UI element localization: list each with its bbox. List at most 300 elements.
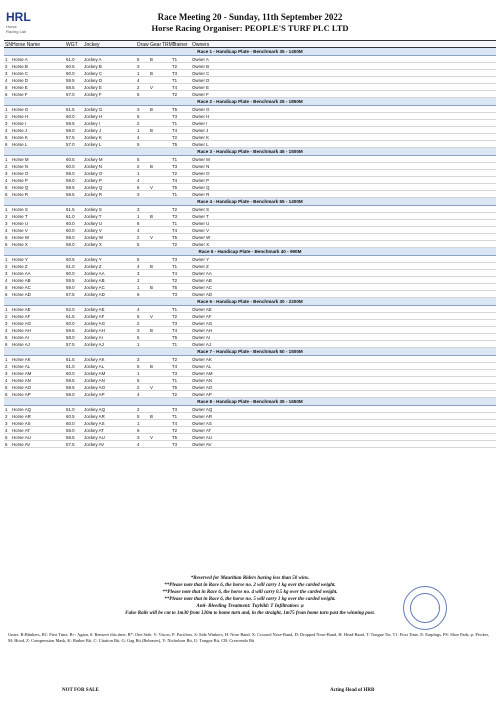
runner-horse: Horse U bbox=[12, 221, 29, 226]
runner-jockey: Jockey Q bbox=[84, 185, 103, 190]
runner-row bbox=[4, 206, 496, 213]
runner-draw: 5 bbox=[137, 242, 140, 247]
runner-sn: 6 bbox=[5, 242, 8, 247]
runner-draw: 2 bbox=[137, 121, 140, 126]
runner-jockey: Jockey L bbox=[84, 142, 102, 147]
runner-owners: Owner A bbox=[192, 57, 209, 62]
runner-owners: Owner AK bbox=[192, 357, 212, 362]
runner-sn: 4 bbox=[5, 428, 8, 433]
runner-draw: 5 bbox=[137, 414, 140, 419]
runner-owners: Owner I bbox=[192, 121, 208, 126]
runner-sn: 2 bbox=[5, 64, 8, 69]
runner-horse: Horse AK bbox=[12, 357, 31, 362]
runner-draw: 5 bbox=[137, 57, 140, 62]
runner-sn: 1 bbox=[5, 407, 8, 412]
runner-wgt: 58.0 bbox=[66, 392, 75, 397]
runner-draw: 2 bbox=[137, 278, 140, 283]
runner-row bbox=[4, 406, 496, 413]
race-header: Race 8 - Handicap Plate - Benchmark 35 - 1650M bbox=[4, 398, 496, 406]
runner-horse: Horse AF bbox=[12, 314, 31, 319]
runner-owners: Owner W bbox=[192, 235, 211, 240]
runner-owners: Owner V bbox=[192, 228, 210, 233]
runner-sn: 5 bbox=[5, 385, 8, 390]
runner-draw: 5 bbox=[137, 142, 140, 147]
runner-horse: Horse R bbox=[12, 192, 29, 197]
runner-draw: 2 bbox=[137, 321, 140, 326]
runner-sn: 2 bbox=[5, 364, 8, 369]
runner-trainer: T5 bbox=[172, 335, 178, 340]
runner-wgt: 60.0 bbox=[66, 421, 75, 426]
runner-trainer: T4 bbox=[172, 228, 178, 233]
runner-gear: B bbox=[150, 364, 153, 369]
runner-horse: Horse T bbox=[12, 214, 28, 219]
runner-sn: 5 bbox=[5, 185, 8, 190]
runner-gear: V bbox=[150, 385, 153, 390]
runner-wgt: 58.5 bbox=[66, 85, 75, 90]
runner-trainer: T1 bbox=[172, 78, 178, 83]
runner-jockey: Jockey J bbox=[84, 128, 102, 133]
runner-gear: V bbox=[150, 235, 153, 240]
runner-horse: Horse Z bbox=[12, 264, 28, 269]
runner-owners: Owner T bbox=[192, 214, 209, 219]
runner-jockey: Jockey X bbox=[84, 242, 102, 247]
runner-wgt: 61.5 bbox=[66, 357, 75, 362]
runner-row bbox=[4, 156, 496, 163]
runner-sn: 4 bbox=[5, 278, 8, 283]
runner-draw: 1 bbox=[137, 71, 140, 76]
runner-jockey: Jockey T bbox=[84, 214, 102, 219]
runner-horse: Horse AM bbox=[12, 371, 32, 376]
runner-sn: 5 bbox=[5, 85, 8, 90]
runner-wgt: 60.0 bbox=[66, 221, 75, 226]
runner-row bbox=[4, 420, 496, 427]
runner-jockey: Jockey AV bbox=[84, 442, 105, 447]
note-weight-2: **Please note that in Race 6, the horse no. 4 will carry 0.5 kg over the carded weight. bbox=[162, 590, 338, 595]
gears-legend: Gears: B:Blinkers, B1: First Time, B+: Again, 0: Remove this time, B*: One Side, V: Visors, P: Pacifiers, S: Side Winkers, H: Nose Band, X: Crossed Nose-Band, D: Dropped Nose-Band, H: Head-Band, T: Tongue Tie, T1: First Time, E: Earplugs, PS: Shoe Pads, φ: Pricker, M: Hood, Z: Compression Mask, K: Barker Bit, C: Citation Bit, G: Gag Bit (Releases), Y: Nicholson Bit, U: Tongue Bit, CR: Crescendo Bit bbox=[8, 632, 490, 643]
runner-row bbox=[4, 356, 496, 363]
runner-wgt: 61.0 bbox=[66, 214, 75, 219]
runner-jockey: Jockey AD bbox=[84, 292, 105, 297]
runner-row bbox=[4, 213, 496, 220]
runner-owners: Owner AQ bbox=[192, 407, 213, 412]
organiser-title: Horse Racing Organiser: PEOPLE'S TURF PLC LTD bbox=[151, 23, 349, 33]
runner-draw: 1 bbox=[137, 421, 140, 426]
race-header: Race 1 - Handicap Plate - Benchmark 35 - 1400M bbox=[4, 48, 496, 56]
runner-row bbox=[4, 191, 496, 198]
note-rails: False Rails will be cut to 1m30 from 120m to home turn and, in the straight, 1m75 from home turn past the winning post. bbox=[125, 611, 375, 616]
logo-mark: HRL bbox=[6, 10, 31, 24]
runner-sn: 2 bbox=[5, 314, 8, 319]
runner-owners: Owner AG bbox=[192, 321, 213, 326]
runner-draw: 3 bbox=[137, 192, 140, 197]
runner-row bbox=[4, 84, 496, 91]
runner-wgt: 61.0 bbox=[66, 264, 75, 269]
runner-owners: Owner AM bbox=[192, 371, 213, 376]
runner-jockey: Jockey AL bbox=[84, 364, 105, 369]
runner-row bbox=[4, 270, 496, 277]
runner-owners: Owner Y bbox=[192, 257, 210, 262]
runner-sn: 3 bbox=[5, 371, 8, 376]
column-headers bbox=[4, 40, 496, 48]
runner-horse: Horse AA bbox=[12, 271, 31, 276]
runner-sn: 4 bbox=[5, 378, 8, 383]
runner-wgt: 60.0 bbox=[66, 71, 75, 76]
runner-draw: 6 bbox=[137, 114, 140, 119]
runner-horse: Horse K bbox=[12, 135, 28, 140]
runner-owners: Owner AR bbox=[192, 414, 213, 419]
runner-jockey: Jockey AB bbox=[84, 278, 105, 283]
runner-horse: Horse M bbox=[12, 157, 29, 162]
runner-draw: 2 bbox=[137, 385, 140, 390]
runner-horse: Horse AT bbox=[12, 428, 30, 433]
runner-row bbox=[4, 220, 496, 227]
runner-sn: 5 bbox=[5, 235, 8, 240]
runner-trainer: T1 bbox=[172, 192, 178, 197]
runner-horse: Horse O bbox=[12, 171, 29, 176]
runner-horse: Horse P bbox=[12, 178, 28, 183]
runner-jockey: Jockey V bbox=[84, 228, 102, 233]
runner-draw: 6 bbox=[137, 314, 140, 319]
runner-trainer: T3 bbox=[172, 164, 178, 169]
runner-sn: 2 bbox=[5, 414, 8, 419]
runner-draw: 4 bbox=[137, 392, 140, 397]
runner-draw: 1 bbox=[137, 371, 140, 376]
runner-sn: 3 bbox=[5, 71, 8, 76]
runner-sn: 1 bbox=[5, 307, 8, 312]
runner-wgt: 62.0 bbox=[66, 307, 75, 312]
runner-row bbox=[4, 56, 496, 63]
runner-wgt: 60.0 bbox=[66, 228, 75, 233]
runner-draw: 6 bbox=[137, 428, 140, 433]
runner-sn: 1 bbox=[5, 107, 8, 112]
runner-owners: Owner AN bbox=[192, 378, 213, 383]
runner-jockey: Jockey AO bbox=[84, 385, 105, 390]
runner-owners: Owner AP bbox=[192, 392, 212, 397]
runner-row bbox=[4, 120, 496, 127]
runner-draw: 6 bbox=[137, 92, 140, 97]
runner-trainer: T3 bbox=[172, 442, 178, 447]
runner-jockey: Jockey N bbox=[84, 164, 103, 169]
runner-sn: 1 bbox=[5, 357, 8, 362]
col-draw: Draw bbox=[137, 41, 149, 48]
runner-owners: Owner J bbox=[192, 128, 209, 133]
col-trainer: Trainer bbox=[172, 41, 188, 48]
runner-trainer: T5 bbox=[172, 235, 178, 240]
runner-draw: 1 bbox=[137, 128, 140, 133]
runner-gear: B bbox=[150, 71, 153, 76]
runner-draw: 6 bbox=[137, 292, 140, 297]
official-seal bbox=[403, 586, 447, 630]
runner-sn: 2 bbox=[5, 164, 8, 169]
runner-horse: Horse H bbox=[12, 114, 29, 119]
runner-draw: 5 bbox=[137, 364, 140, 369]
runner-jockey: Jockey AE bbox=[84, 307, 105, 312]
runner-row bbox=[4, 291, 496, 298]
runner-wgt: 57.5 bbox=[66, 442, 75, 447]
runner-jockey: Jockey P bbox=[84, 178, 102, 183]
runner-row bbox=[4, 177, 496, 184]
runner-draw: 3 bbox=[137, 271, 140, 276]
runner-horse: Horse L bbox=[12, 142, 28, 147]
runner-owners: Owner Z bbox=[192, 264, 209, 269]
runner-owners: Owner AH bbox=[192, 328, 213, 333]
runner-row bbox=[4, 163, 496, 170]
runner-jockey: Jockey AF bbox=[84, 314, 105, 319]
runner-draw: 4 bbox=[137, 135, 140, 140]
runner-row bbox=[4, 391, 496, 398]
runner-row bbox=[4, 334, 496, 341]
runner-wgt: 60.5 bbox=[66, 414, 75, 419]
runner-horse: Horse AR bbox=[12, 414, 31, 419]
runner-jockey: Jockey AH bbox=[84, 328, 105, 333]
runner-jockey: Jockey AR bbox=[84, 414, 105, 419]
runner-jockey: Jockey A bbox=[84, 57, 102, 62]
seal-inner-ring bbox=[410, 593, 440, 623]
runner-sn: 1 bbox=[5, 157, 8, 162]
runner-jockey: Jockey Z bbox=[84, 264, 102, 269]
runner-trainer: T2 bbox=[172, 314, 178, 319]
runner-trainer: T2 bbox=[172, 92, 178, 97]
runner-sn: 4 bbox=[5, 78, 8, 83]
runner-wgt: 57.5 bbox=[66, 135, 75, 140]
runner-row bbox=[4, 413, 496, 420]
runner-wgt: 60.5 bbox=[66, 64, 75, 69]
runner-row bbox=[4, 256, 496, 263]
runner-owners: Owner S bbox=[192, 207, 210, 212]
runner-owners: Owner R bbox=[192, 192, 210, 197]
runner-row bbox=[4, 363, 496, 370]
runner-draw: 4 bbox=[137, 442, 140, 447]
runner-draw: 3 bbox=[137, 107, 140, 112]
runner-draw: 3 bbox=[137, 328, 140, 333]
logo-subtitle: Horse Racing Lab bbox=[6, 24, 27, 34]
runner-jockey: Jockey U bbox=[84, 221, 103, 226]
runner-gear: B bbox=[150, 214, 153, 219]
runner-sn: 3 bbox=[5, 321, 8, 326]
runner-wgt: 60.0 bbox=[66, 114, 75, 119]
runner-sn: 4 bbox=[5, 328, 8, 333]
runner-trainer: T2 bbox=[172, 357, 178, 362]
runner-wgt: 59.0 bbox=[66, 171, 75, 176]
runner-horse: Horse W bbox=[12, 235, 30, 240]
runner-trainer: T4 bbox=[172, 271, 178, 276]
runner-owners: Owner U bbox=[192, 221, 210, 226]
col-owners: Owners bbox=[192, 41, 210, 48]
runner-trainer: T5 bbox=[172, 385, 178, 390]
runner-wgt: 60.0 bbox=[66, 321, 75, 326]
runner-horse: Horse AQ bbox=[12, 407, 32, 412]
runner-sn: 3 bbox=[5, 121, 8, 126]
runner-draw: 4 bbox=[137, 78, 140, 83]
runner-wgt: 58.0 bbox=[66, 242, 75, 247]
runner-row bbox=[4, 106, 496, 113]
runner-row bbox=[4, 277, 496, 284]
runner-owners: Owner L bbox=[192, 142, 209, 147]
runner-jockey: Jockey O bbox=[84, 171, 103, 176]
runner-owners: Owner C bbox=[192, 71, 210, 76]
race-header: Race 5 - Handicap Plate - Benchmark 40 - 990M bbox=[4, 248, 496, 256]
runner-trainer: T4 bbox=[172, 328, 178, 333]
runner-row bbox=[4, 384, 496, 391]
runner-sn: 5 bbox=[5, 135, 8, 140]
runner-wgt: 58.0 bbox=[66, 128, 75, 133]
runner-horse: Horse Y bbox=[12, 257, 28, 262]
runner-wgt: 61.5 bbox=[66, 207, 75, 212]
runner-draw: 5 bbox=[137, 335, 140, 340]
race-header: Race 2 - Handicap Plate - Benchmark 25 - 1850M bbox=[4, 98, 496, 106]
runner-wgt: 59.5 bbox=[66, 278, 75, 283]
runner-horse: Horse AJ bbox=[12, 342, 30, 347]
runner-horse: Horse AG bbox=[12, 321, 32, 326]
runner-row bbox=[4, 434, 496, 441]
runner-trainer: T3 bbox=[172, 71, 178, 76]
runner-jockey: Jockey AG bbox=[84, 321, 105, 326]
runner-jockey: Jockey K bbox=[84, 135, 102, 140]
runner-row bbox=[4, 341, 496, 348]
runner-wgt: 59.5 bbox=[66, 121, 75, 126]
runner-jockey: Jockey AJ bbox=[84, 342, 104, 347]
runner-row bbox=[4, 377, 496, 384]
runner-jockey: Jockey G bbox=[84, 107, 103, 112]
race-header: Race 3 - Handicap Plate - Benchmark 45 - 1500M bbox=[4, 148, 496, 156]
runner-draw: 2 bbox=[137, 164, 140, 169]
runner-horse: Horse AI bbox=[12, 335, 29, 340]
runner-owners: Owner AO bbox=[192, 385, 213, 390]
runner-wgt: 61.0 bbox=[66, 364, 75, 369]
runner-row bbox=[4, 441, 496, 448]
runner-trainer: T1 bbox=[172, 414, 178, 419]
runner-wgt: 61.0 bbox=[66, 407, 75, 412]
runner-trainer: T2 bbox=[172, 392, 178, 397]
runner-draw: 2 bbox=[137, 407, 140, 412]
runner-horse: Horse X bbox=[12, 242, 28, 247]
runner-gear: V bbox=[150, 185, 153, 190]
runner-wgt: 59.5 bbox=[66, 78, 75, 83]
runner-jockey: Jockey AC bbox=[84, 285, 105, 290]
runner-sn: 4 bbox=[5, 178, 8, 183]
runner-jockey: Jockey AM bbox=[84, 371, 106, 376]
runner-owners: Owner AA bbox=[192, 271, 212, 276]
runner-owners: Owner F bbox=[192, 92, 209, 97]
runner-wgt: 58.5 bbox=[66, 192, 75, 197]
runner-owners: Owner B bbox=[192, 64, 210, 69]
runner-wgt: 59.0 bbox=[66, 178, 75, 183]
runner-draw: 2 bbox=[137, 85, 140, 90]
runner-draw: 5 bbox=[137, 157, 140, 162]
runner-row bbox=[4, 234, 496, 241]
runner-trainer: T4 bbox=[172, 178, 178, 183]
runner-horse: Horse AE bbox=[12, 307, 31, 312]
runner-trainer: T2 bbox=[172, 171, 178, 176]
runner-draw: 5 bbox=[137, 257, 140, 262]
runner-jockey: Jockey AQ bbox=[84, 407, 105, 412]
runner-draw: 3 bbox=[137, 64, 140, 69]
runner-draw: 1 bbox=[137, 214, 140, 219]
runner-wgt: 61.5 bbox=[66, 107, 75, 112]
runner-gear: B bbox=[150, 414, 153, 419]
runner-owners: Owner H bbox=[192, 114, 210, 119]
note-weight-1: **Please note that in Race 6, the horse no. 2 will carry 1 kg over the carded weight. bbox=[164, 583, 336, 588]
runner-horse: Horse A bbox=[12, 57, 28, 62]
runner-horse: Horse I bbox=[12, 121, 27, 126]
runner-owners: Owner AV bbox=[192, 442, 212, 447]
runner-jockey: Jockey AS bbox=[84, 421, 105, 426]
runner-horse: Horse AB bbox=[12, 278, 31, 283]
runner-horse: Horse AN bbox=[12, 378, 31, 383]
runner-trainer: T5 bbox=[172, 185, 178, 190]
meeting-title: Race Meeting 20 - Sunday, 11th September 2022 bbox=[157, 12, 343, 22]
runner-gear: B bbox=[150, 57, 153, 62]
racecard-table bbox=[4, 48, 496, 448]
runner-trainer: T1 bbox=[172, 378, 178, 383]
runner-jockey: Jockey I bbox=[84, 121, 101, 126]
runner-gear: B bbox=[150, 107, 153, 112]
runner-owners: Owner O bbox=[192, 171, 210, 176]
runner-wgt: 59.5 bbox=[66, 328, 75, 333]
runner-trainer: T5 bbox=[172, 107, 178, 112]
runner-wgt: 58.5 bbox=[66, 385, 75, 390]
col-gear: Gear bbox=[150, 41, 162, 48]
runner-horse: Horse AH bbox=[12, 328, 31, 333]
runner-row bbox=[4, 134, 496, 141]
not-for-sale-label: NOT FOR SALE bbox=[62, 688, 99, 693]
runner-jockey: Jockey R bbox=[84, 192, 103, 197]
runner-trainer: T2 bbox=[172, 242, 178, 247]
runner-horse: Horse AO bbox=[12, 385, 32, 390]
note-reserved: *Reserved for Mauritian Riders having less than 50 wins. bbox=[190, 576, 310, 581]
runner-owners: Owner X bbox=[192, 242, 210, 247]
runner-sn: 4 bbox=[5, 128, 8, 133]
runner-draw: 4 bbox=[137, 264, 140, 269]
runner-draw: 3 bbox=[137, 207, 140, 212]
runner-sn: 6 bbox=[5, 292, 8, 297]
runner-horse: Horse AP bbox=[12, 392, 31, 397]
runner-row bbox=[4, 427, 496, 434]
runner-row bbox=[4, 306, 496, 313]
runner-trainer: T4 bbox=[172, 364, 178, 369]
runner-jockey: Jockey H bbox=[84, 114, 103, 119]
runner-draw: 6 bbox=[137, 221, 140, 226]
runner-draw: 3 bbox=[137, 435, 140, 440]
runner-draw: 1 bbox=[137, 342, 140, 347]
runner-jockey: Jockey AU bbox=[84, 435, 105, 440]
runner-row bbox=[4, 313, 496, 320]
runner-sn: 2 bbox=[5, 114, 8, 119]
runner-row bbox=[4, 227, 496, 234]
runner-gear: B bbox=[150, 328, 153, 333]
runner-trainer: T3 bbox=[172, 292, 178, 297]
runner-owners: Owner AU bbox=[192, 435, 213, 440]
runner-owners: Owner N bbox=[192, 164, 210, 169]
signatory-label: Acting Head of HRB bbox=[330, 688, 375, 693]
runner-horse: Horse C bbox=[12, 71, 29, 76]
runner-owners: Owner AJ bbox=[192, 342, 212, 347]
runner-wgt: 58.0 bbox=[66, 335, 75, 340]
runner-row bbox=[4, 70, 496, 77]
runner-draw: 4 bbox=[137, 307, 140, 312]
runner-owners: Owner M bbox=[192, 157, 210, 162]
runner-horse: Horse D bbox=[12, 78, 29, 83]
runner-gear: V bbox=[150, 314, 153, 319]
runner-horse: Horse AD bbox=[12, 292, 31, 297]
runner-sn: 1 bbox=[5, 207, 8, 212]
runner-row bbox=[4, 141, 496, 148]
runner-gear: B bbox=[150, 164, 153, 169]
runner-horse: Horse AV bbox=[12, 442, 31, 447]
runner-jockey: Jockey B bbox=[84, 64, 102, 69]
runner-row bbox=[4, 370, 496, 377]
runner-row bbox=[4, 320, 496, 327]
